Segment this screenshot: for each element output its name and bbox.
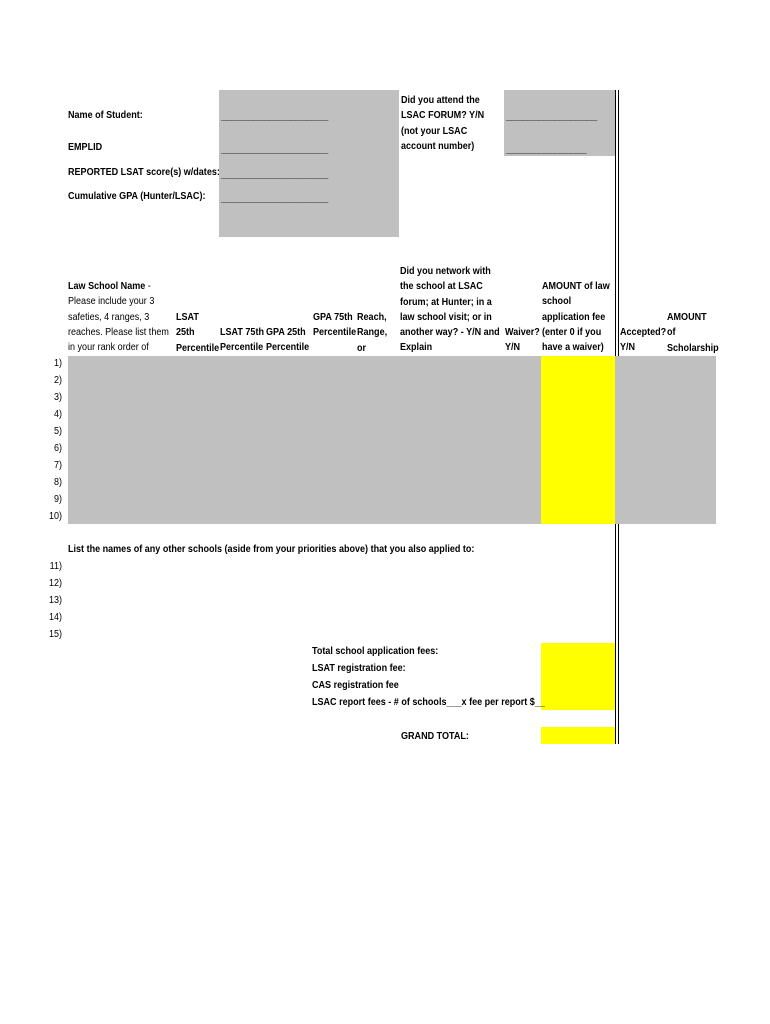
header-school-name-note: - Please include your 3 safeties, 4 ranges, 3 reaches. Please list them in your rank order of	[68, 280, 169, 354]
student-name-label: Name of Student:	[68, 109, 143, 121]
row-number-11: 11)	[49, 561, 62, 572]
row-number-8: 8)	[53, 477, 62, 488]
header-accepted: Accepted? Y/N	[620, 326, 667, 354]
row-number-9: 9)	[53, 494, 62, 505]
gpa-label: Cumulative GPA (Hunter/LSAC):	[68, 190, 206, 202]
student-name-blank[interactable]: ____________________	[221, 110, 328, 122]
header-school-name-bold: Law School Name	[68, 280, 146, 292]
row-number-15: 15)	[48, 629, 62, 640]
lsat-scores-label: REPORTED LSAT score(s) w/dates:	[68, 166, 220, 178]
grand-total-input[interactable]	[541, 727, 615, 744]
row-number-5: 5)	[53, 426, 62, 437]
header-waiver: Waiver? Y/N	[505, 326, 540, 354]
lsat-scores-blank[interactable]: ____________________	[221, 168, 328, 180]
row-number-12: 12)	[48, 578, 62, 589]
forum-question-text: Did you attend the LSAC FORUM? Y/N	[401, 94, 485, 122]
row-number-1: 1)	[53, 358, 62, 369]
other-schools-prompt: List the names of any other schools (aside from your priorities above) that you also applied to:	[68, 543, 475, 555]
forum-question	[401, 93, 502, 154]
header-scholarship: AMOUNT of Scholarship	[667, 311, 719, 354]
total-application-fees-label: Total school application fees:	[312, 645, 439, 657]
row-number-13: 13)	[48, 595, 62, 606]
header-reach-range-safety: Reach, Range, or	[357, 311, 388, 354]
schools-table-body[interactable]	[68, 356, 716, 524]
forum-subnote: (not your LSAC account number)	[401, 124, 475, 152]
header-gpa25: GPA 25th Percentile	[266, 326, 310, 354]
emplid-blank[interactable]: ____________________	[221, 143, 328, 155]
row-number-2: 2)	[53, 375, 62, 386]
row-number-4: 4)	[53, 409, 62, 420]
row-number-14: 14)	[48, 612, 62, 623]
gpa-blank[interactable]: ____________________	[221, 192, 328, 204]
grand-total-label: GRAND TOTAL:	[401, 730, 469, 742]
fees-input-column[interactable]	[541, 643, 615, 710]
forum-answer-blank[interactable]: _________________	[506, 110, 597, 122]
emplid-label: EMPLID	[68, 141, 103, 153]
header-lsat25: LSAT 25th Percentile	[176, 311, 220, 354]
row-number-3: 3)	[53, 392, 62, 403]
header-application-fee: AMOUNT of law school application fee (enter 0 if you have a waiver)	[542, 280, 610, 354]
application-fee-column[interactable]	[541, 356, 615, 524]
row-number-6: 6)	[53, 443, 62, 454]
header-gpa75: GPA 75th Percentile	[313, 311, 357, 339]
row-number-7: 7)	[53, 460, 62, 471]
header-networking: Did you network with the school at LSAC forum; at Hunter; in a law school visit; or in another way? - Y/N and Explain	[400, 265, 500, 354]
lsat-registration-fee-label: LSAT registration fee:	[312, 662, 406, 674]
account-answer-blank[interactable]: _______________	[506, 143, 587, 155]
header-lsat75: LSAT 75th Percentile	[220, 326, 264, 354]
lsac-report-fees-label: LSAC report fees - # of schools___x fee per report $__	[312, 696, 545, 708]
cas-registration-fee-label: CAS registration fee	[312, 679, 399, 691]
row-number-10: 10)	[48, 511, 62, 522]
